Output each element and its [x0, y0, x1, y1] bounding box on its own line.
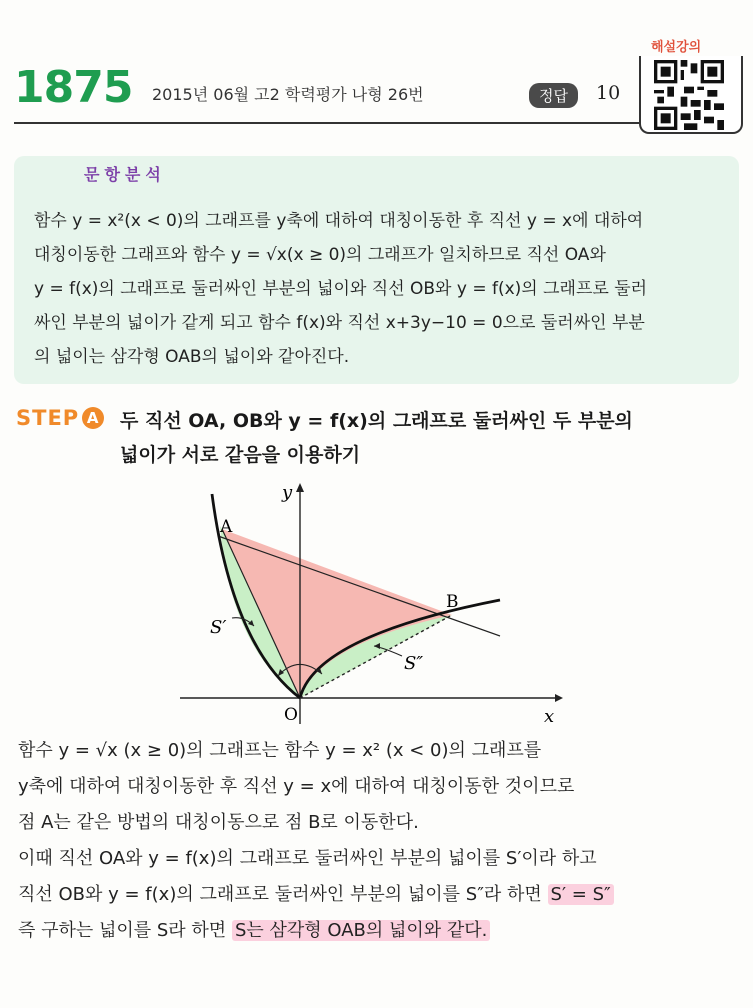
label-a: A	[220, 517, 233, 537]
header-rule	[14, 122, 644, 124]
solution-line: 이때 직선 OA와 y = f(x)의 그래프로 둘러싸인 부분의 넓이를 S′이라 하고	[18, 848, 597, 869]
analysis-line: 싸인 부분의 넓이가 같게 되고 함수 f(x)와 직선 x+3y−10 = 0으로 둘러싸인 부분	[34, 313, 645, 333]
analysis-line: y = f(x)의 그래프로 둘러싸인 부분의 넓이와 직선 OB와 y = f(x)의 그래프로 둘러	[34, 279, 648, 299]
label-y: y	[282, 482, 293, 503]
solution-line	[18, 913, 738, 949]
label-x: x	[544, 706, 555, 727]
solution-line5-text: 직선 OB와 y = f(x)의 그래프로 둘러싸인 부분의 넓이를 S″라 하면	[18, 884, 542, 905]
label-o: O	[284, 705, 298, 725]
x-axis-arrow	[555, 694, 563, 702]
solution-line: 함수 y = √x (x ≥ 0)의 그래프는 함수 y = x² (x < 0)의 그래프를	[18, 740, 542, 761]
step-heading-line: 두 직선 OA, OB와 y = f(x)의 그래프로 둘러싸인 두 부분의	[120, 410, 633, 432]
highlight-equal-areas: S′ = S″	[548, 884, 614, 905]
solution-text	[18, 733, 738, 949]
y-axis-arrow	[296, 483, 304, 492]
graph-figure	[170, 476, 570, 731]
step-heading-line: 넓이가 서로 같음을 이용하기	[120, 444, 361, 466]
analysis-text	[34, 204, 704, 374]
step-letter-badge: A	[82, 407, 104, 429]
qr-code-icon[interactable]	[654, 60, 724, 130]
label-s-double-prime: S″	[404, 653, 424, 674]
highlight-conclusion: S는 삼각형 OAB의 넓이와 같다.	[232, 920, 490, 941]
analysis-line: 함수 y = x²(x < 0)의 그래프를 y축에 대하여 대칭이동한 후 직선 y = x에 대하여	[34, 211, 644, 231]
solution-line6-text: 즉 구하는 넓이를 S라 하면	[18, 920, 227, 941]
analysis-line: 대칭이동한 그래프와 함수 y = √x(x ≥ 0)의 그래프가 일치하므로 직선 OA와	[34, 245, 606, 265]
step-label	[16, 406, 104, 430]
solution-line: y축에 대하여 대칭이동한 후 직선 y = x에 대하여 대칭이동한 것이므로	[18, 776, 575, 797]
answer-value: 10	[596, 82, 621, 104]
analysis-title: 문항분석	[84, 165, 166, 184]
solution-line	[18, 877, 738, 913]
step-word: STEP	[16, 406, 80, 430]
label-b: B	[446, 592, 459, 612]
analysis-line: 의 넓이는 삼각형 OAB의 넓이와 같아진다.	[34, 347, 350, 367]
label-s-prime: S′	[210, 617, 227, 638]
answer-badge: 정답	[529, 83, 578, 108]
problem-source: 2015년 06월 고2 학력평가 나형 26번	[152, 85, 424, 104]
problem-number: 1875	[14, 62, 133, 113]
solution-line: 점 A는 같은 방법의 대칭이동으로 점 B로 이동한다.	[18, 812, 419, 833]
lecture-label: 해설강의	[651, 40, 702, 55]
step-heading	[120, 404, 633, 472]
